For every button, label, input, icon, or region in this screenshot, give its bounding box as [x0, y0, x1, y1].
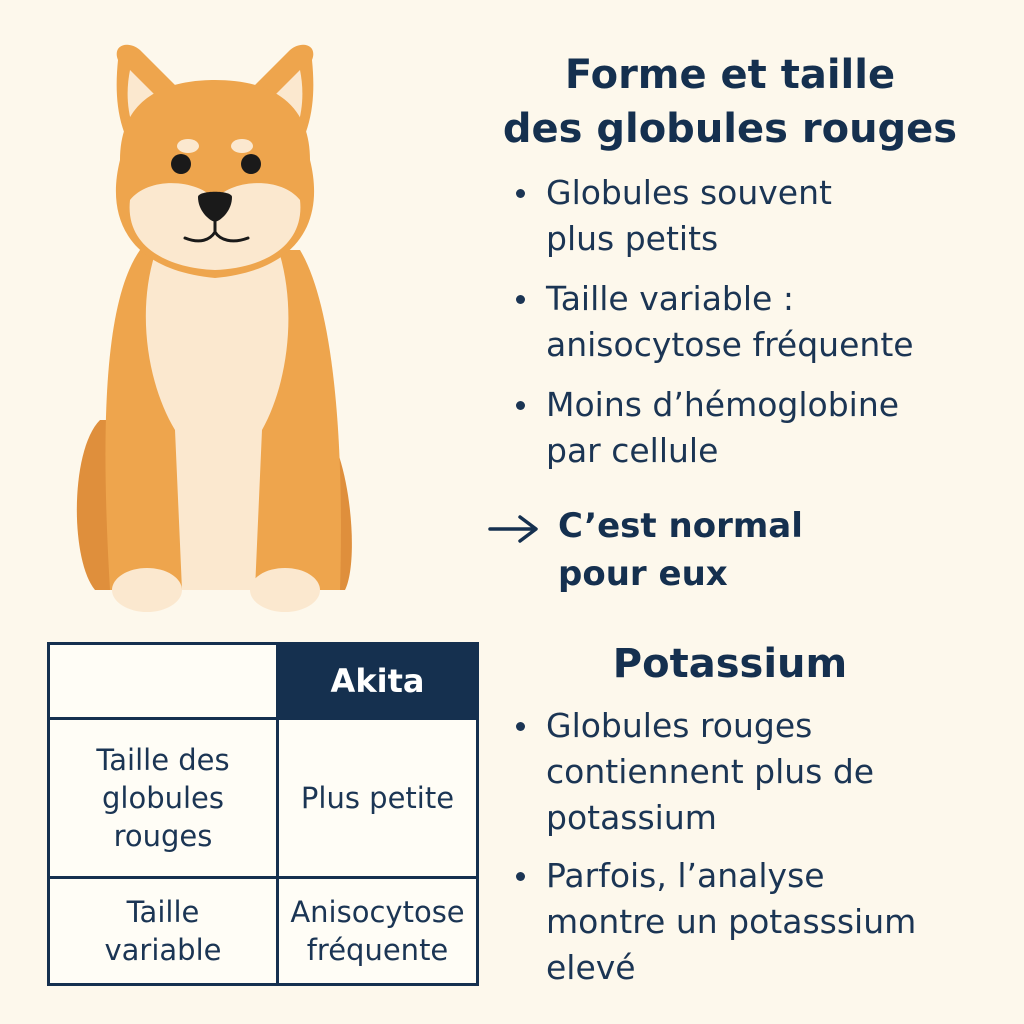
bullet-text: elevé	[546, 948, 636, 987]
table-header-row	[49, 644, 478, 719]
section-title-globules	[480, 48, 980, 156]
cell-text: fréquente	[306, 933, 449, 967]
bullet-text: Moins d’hémoglobine	[546, 385, 900, 424]
list-item	[512, 170, 972, 262]
title-line: des globules rouges	[502, 106, 958, 152]
table-cell-value	[278, 719, 478, 878]
list-item	[512, 703, 982, 841]
section-title-potassium: Potassium	[612, 641, 848, 687]
cell-text: Plus petite	[300, 781, 455, 815]
bullet-text: potassium	[546, 798, 717, 837]
bullet-text: plus petits	[546, 219, 719, 258]
title-line: Forme et taille	[564, 52, 896, 98]
cell-text: Taille	[126, 895, 200, 929]
bullet-text: Taille variable :	[546, 279, 794, 318]
table-row-label	[49, 878, 278, 985]
list-item	[512, 853, 982, 991]
bullet-text: anisocytose fréquente	[546, 325, 914, 364]
bullet-text: Parfois, l’analyse	[546, 856, 825, 895]
table-header-akita: Akita	[278, 644, 478, 719]
bullet-text: contiennent plus de	[546, 752, 875, 791]
table-row-label	[49, 719, 278, 878]
bullet-text: montre un potasssium	[546, 902, 917, 941]
cell-text: globules	[101, 781, 224, 815]
table-corner-cell	[49, 644, 278, 719]
arrow-right-icon	[488, 514, 540, 544]
table-cell-value	[278, 878, 478, 985]
cell-text: rouges	[113, 819, 213, 853]
table-row	[49, 719, 478, 878]
list-item	[512, 382, 972, 474]
comparison-table	[47, 642, 479, 986]
note-line: C’est normal	[558, 506, 803, 546]
cell-text: Anisocytose	[290, 895, 465, 929]
akita-dog-illustration	[60, 30, 390, 620]
note-line: pour eux	[558, 554, 728, 594]
table-row	[49, 878, 478, 985]
list-item	[512, 276, 972, 368]
cell-text: variable	[104, 933, 222, 967]
potassium-bullet-list	[512, 703, 982, 1003]
bullet-text: Globules souvent	[546, 173, 832, 212]
globules-bullet-list	[512, 170, 972, 488]
cell-text: Taille des	[96, 743, 230, 777]
note-text	[558, 502, 858, 598]
bullet-text: Globules rouges	[546, 706, 813, 745]
bullet-text: par cellule	[546, 431, 719, 470]
